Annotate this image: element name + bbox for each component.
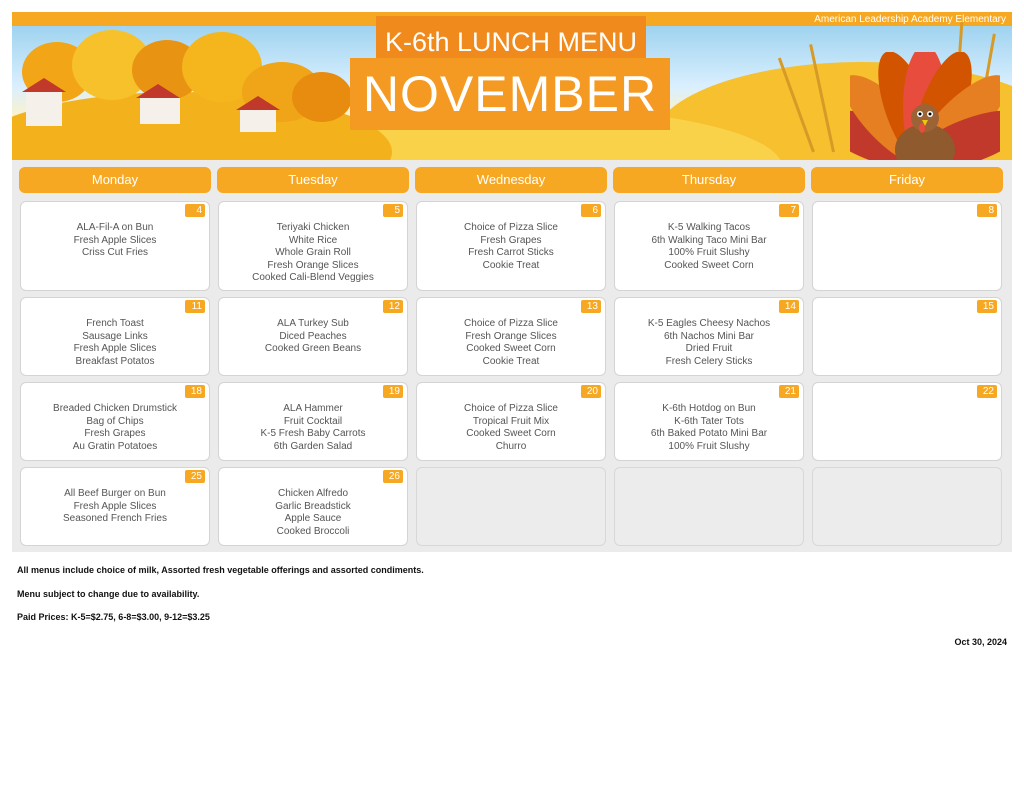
prices-note: Paid Prices: K-5=$2.75, 6-8=$3.00, 9-12=$3.25 xyxy=(17,612,210,622)
menu-item: Fresh Apple Slices xyxy=(73,500,157,512)
menu-item: Diced Peaches xyxy=(279,330,347,342)
menu-item: Chicken Alfredo xyxy=(277,488,349,499)
house-icon xyxy=(26,92,62,126)
day-cell xyxy=(614,297,804,376)
menu-calendar xyxy=(12,160,1012,552)
menu-item: Fresh Grapes xyxy=(84,428,146,440)
menu-item: Apple Sauce xyxy=(284,513,342,525)
menu-item: Breaded Chicken Drumstick xyxy=(53,403,177,414)
day-number-badge: 13 xyxy=(581,300,601,313)
day-header-tuesday: Tuesday xyxy=(217,167,409,193)
day-header-monday: Monday xyxy=(19,167,211,193)
header-banner xyxy=(12,12,1012,160)
menu-items xyxy=(417,318,605,368)
menu-item: Choice of Pizza Slice xyxy=(464,222,558,233)
day-cell xyxy=(218,467,408,546)
day-cell xyxy=(218,201,408,291)
menu-item: Choice of Pizza Slice xyxy=(464,403,558,414)
menu-item: 6th Walking Taco Mini Bar xyxy=(651,234,767,246)
menu-item: All Beef Burger on Bun xyxy=(64,488,166,499)
menu-title: K-6th LUNCH MENU xyxy=(384,27,638,57)
menu-item: Sausage Links xyxy=(82,330,148,342)
day-cell xyxy=(20,467,210,546)
day-number-badge: 4 xyxy=(185,204,205,217)
day-number-badge: 25 xyxy=(185,470,205,483)
day-header-thursday: Thursday xyxy=(613,167,805,193)
menu-items xyxy=(21,403,209,453)
day-cell xyxy=(416,201,606,291)
month-box xyxy=(350,58,670,130)
menu-item: Fresh Apple Slices xyxy=(73,234,157,246)
empty-day-cell xyxy=(416,467,606,546)
day-number-badge: 21 xyxy=(779,385,799,398)
menu-item: Cookie Treat xyxy=(482,355,540,367)
menu-item: Whole Grain Roll xyxy=(275,247,351,259)
menu-items xyxy=(21,318,209,368)
menu-item: ALA-Fil-A on Bun xyxy=(76,222,154,233)
milk-note: All menus include choice of milk, Assorted fresh vegetable offerings and assorted condiments. xyxy=(17,565,424,575)
menu-item: Cooked Sweet Corn xyxy=(466,343,556,355)
menu-item: 6th Nachos Mini Bar xyxy=(663,330,755,342)
menu-item: Fresh Carrot Sticks xyxy=(468,247,554,259)
menu-item: Cooked Broccoli xyxy=(276,525,350,537)
autumn-tree xyxy=(292,72,352,122)
day-number-badge: 8 xyxy=(977,204,997,217)
day-cell xyxy=(20,297,210,376)
house-icon xyxy=(140,98,180,124)
house-icon xyxy=(240,110,276,132)
day-number-badge: 7 xyxy=(779,204,799,217)
day-cell xyxy=(416,297,606,376)
menu-item: Dried Fruit xyxy=(685,343,733,355)
menu-item: K-6th Tater Tots xyxy=(674,415,744,427)
menu-item: 6th Garden Salad xyxy=(273,440,353,452)
menu-item: ALA Hammer xyxy=(283,403,343,414)
menu-item: Fruit Cocktail xyxy=(283,415,343,427)
day-number-badge: 19 xyxy=(383,385,403,398)
menu-item: Teriyaki Chicken xyxy=(276,222,350,233)
day-number-badge: 14 xyxy=(779,300,799,313)
day-cell xyxy=(218,382,408,461)
day-header-friday: Friday xyxy=(811,167,1003,193)
menu-item: Breakfast Potatos xyxy=(75,355,155,367)
day-cell xyxy=(218,297,408,376)
menu-item: Choice of Pizza Slice xyxy=(464,318,558,329)
empty-day-cell xyxy=(614,467,804,546)
month-title: NOVEMBER xyxy=(362,66,658,122)
menu-item: Criss Cut Fries xyxy=(81,247,149,259)
menu-items xyxy=(615,318,803,368)
menu-items xyxy=(219,222,407,285)
menu-item: Fresh Apple Slices xyxy=(73,343,157,355)
change-note: Menu subject to change due to availability. xyxy=(17,589,200,599)
menu-item: 6th Baked Potato Mini Bar xyxy=(650,428,768,440)
menu-item: K-5 Walking Tacos xyxy=(667,222,751,233)
menu-item: 100% Fruit Slushy xyxy=(668,440,750,452)
menu-item: Cookie Treat xyxy=(482,259,540,271)
menu-items xyxy=(219,318,407,356)
day-cell xyxy=(812,201,1002,291)
menu-items xyxy=(219,403,407,453)
menu-items xyxy=(417,403,605,453)
menu-item: Cooked Cali-Blend Veggies xyxy=(252,272,374,284)
day-number-badge: 20 xyxy=(581,385,601,398)
menu-items xyxy=(21,488,209,526)
day-cell xyxy=(20,201,210,291)
menu-item: Seasoned French Fries xyxy=(63,513,167,525)
day-cell xyxy=(416,382,606,461)
day-cell xyxy=(812,382,1002,461)
menu-item: Fresh Celery Sticks xyxy=(665,355,753,367)
menu-items xyxy=(417,222,605,272)
menu-item: Fresh Orange Slices xyxy=(267,259,359,271)
day-number-badge: 22 xyxy=(977,385,997,398)
menu-item: K-5 Fresh Baby Carrots xyxy=(260,428,366,440)
menu-item: Cooked Sweet Corn xyxy=(466,428,556,440)
day-header-wednesday: Wednesday xyxy=(415,167,607,193)
day-number-badge: 26 xyxy=(383,470,403,483)
day-number-badge: 15 xyxy=(977,300,997,313)
menu-item: Churro xyxy=(495,440,527,452)
menu-items xyxy=(615,403,803,453)
menu-item: French Toast xyxy=(86,318,144,329)
empty-day-cell xyxy=(812,467,1002,546)
menu-item: Bag of Chips xyxy=(86,415,144,427)
menu-item: White Rice xyxy=(288,234,338,246)
day-cell xyxy=(812,297,1002,376)
menu-items xyxy=(615,222,803,272)
school-name: American Leadership Academy Elementary xyxy=(814,14,1006,25)
menu-item: Cooked Green Beans xyxy=(264,343,362,355)
print-date: Oct 30, 2024 xyxy=(954,637,1007,647)
menu-item: K-6th Hotdog on Bun xyxy=(662,403,756,414)
menu-items xyxy=(21,222,209,260)
menu-item: Fresh Orange Slices xyxy=(465,330,557,342)
day-cell xyxy=(20,382,210,461)
day-cell xyxy=(614,201,804,291)
menu-item: Cooked Sweet Corn xyxy=(664,259,754,271)
menu-item: K-5 Eagles Cheesy Nachos xyxy=(647,318,771,329)
turkey-icon xyxy=(850,52,1000,160)
day-cell xyxy=(614,382,804,461)
menu-item: Au Gratin Potatoes xyxy=(72,440,158,452)
day-number-badge: 11 xyxy=(185,300,205,313)
day-number-badge: 12 xyxy=(383,300,403,313)
menu-item: Tropical Fruit Mix xyxy=(472,415,550,427)
menu-item: Garlic Breadstick xyxy=(275,500,351,512)
menu-item: 100% Fruit Slushy xyxy=(668,247,750,259)
day-number-badge: 6 xyxy=(581,204,601,217)
menu-item: Fresh Grapes xyxy=(480,234,542,246)
day-number-badge: 18 xyxy=(185,385,205,398)
day-number-badge: 5 xyxy=(383,204,403,217)
menu-items xyxy=(219,488,407,538)
menu-item: ALA Turkey Sub xyxy=(277,318,349,329)
